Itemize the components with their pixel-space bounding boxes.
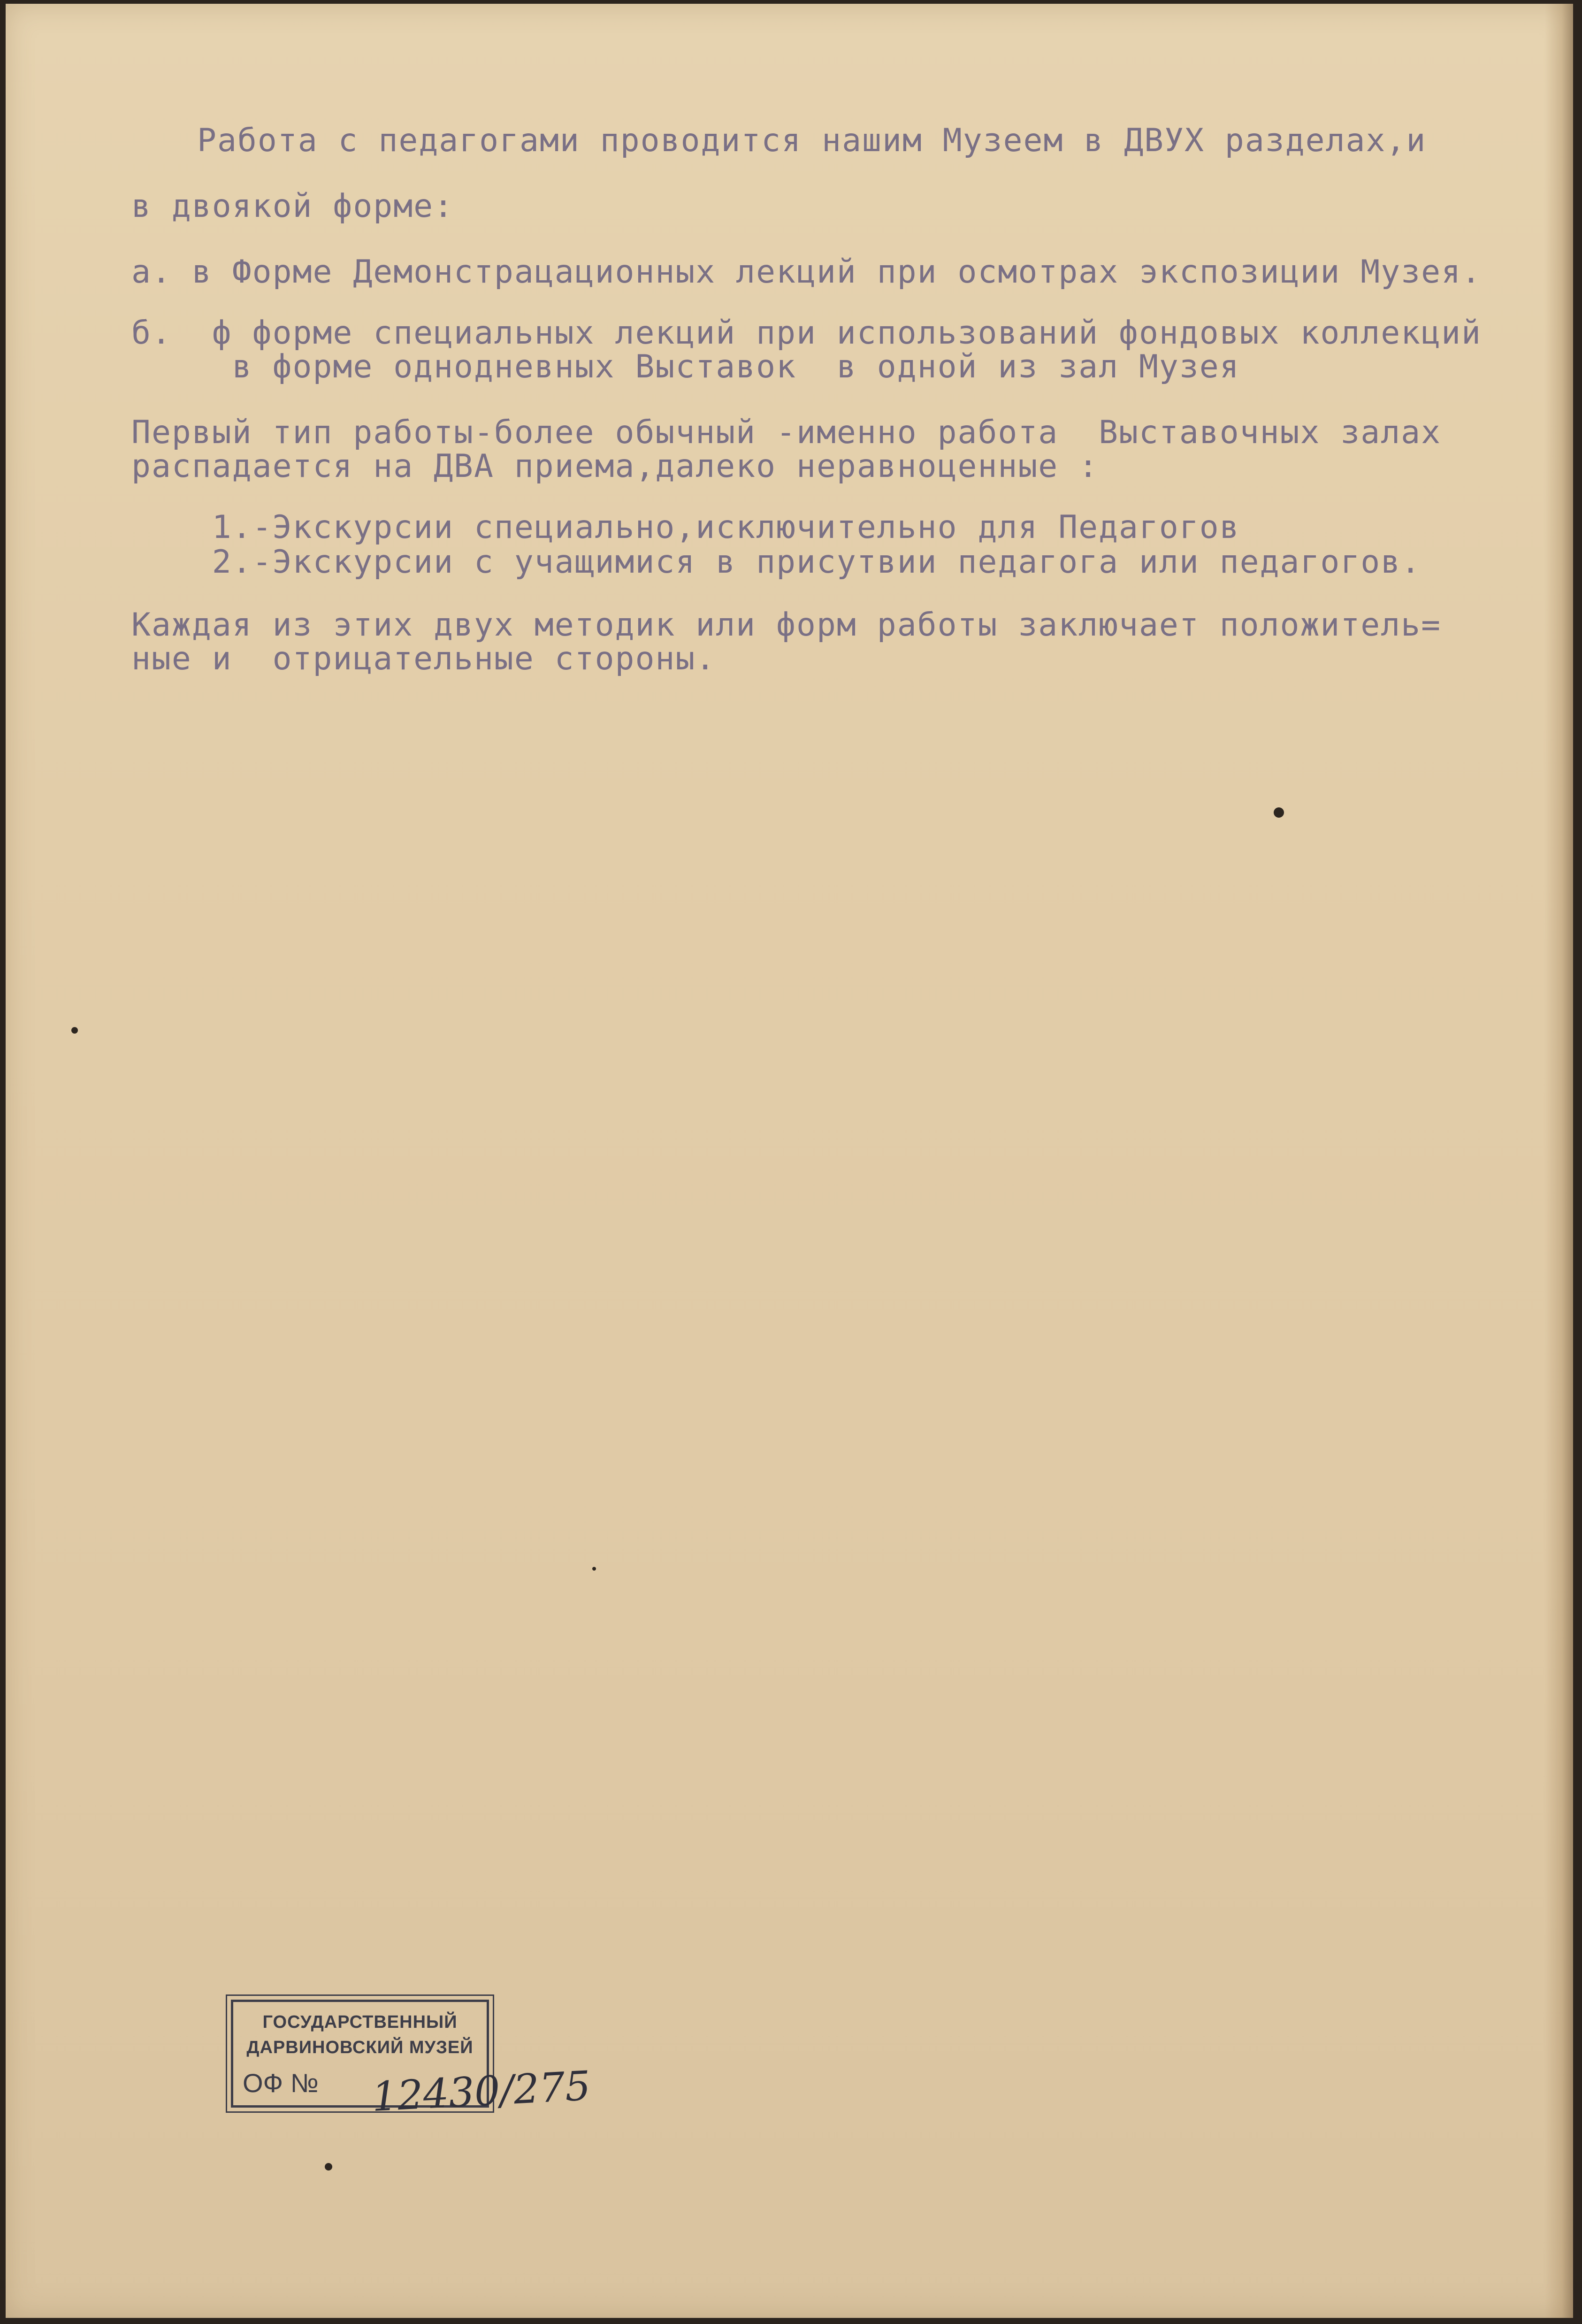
page-edge-shading [1545, 4, 1573, 2318]
document-page [6, 4, 1573, 2318]
item-b-line2: в форме однодневных Выставок в одной из зал Музея [131, 348, 1240, 385]
paper-speck [1274, 807, 1284, 818]
list-item-2: 2.-Экскурсии с учащимися в приcутвии педагога или педагогов. [131, 544, 1422, 581]
paper-speck [325, 2163, 332, 2171]
paragraph-intro-line1: Работа с педагогами проводится нашим Музеем в ДВУХ разделах,и [197, 122, 1427, 159]
item-b-line1: б. ф форме специальных лекций при использований фондовых коллекций [131, 314, 1482, 352]
stamp-line2: ДАРВИНОВСКИЙ МУЗЕЙ [246, 2038, 474, 2057]
paper-speck [592, 1567, 596, 1571]
paragraph-conclusion-line1: Каждая из этих двух методик или форм работы заключает положитель= [131, 606, 1442, 644]
paper-speck [71, 1027, 78, 1034]
stamp-number-prefix: ОФ № [243, 2068, 319, 2098]
paragraph-first-type-line1: Первый тип работы-более обычный -именно работа Выставочных залах [131, 414, 1442, 451]
list-item-1: 1.-Экскурсии специально,исключительно для Педагогов [131, 509, 1240, 546]
paragraph-first-type-line2: распадается на ДВА приема,далеко неравноценные : [131, 448, 1099, 485]
item-a-line: а. в Форме Демонстрацационных лекций при осмотрах экспозиции Музея. [131, 253, 1482, 291]
paragraph-conclusion-line2: ные и отрицательные стороны. [131, 640, 716, 677]
handwritten-inventory-number: 12430/275 [370, 2062, 592, 2121]
paragraph-intro-line2: в двоякой форме: [131, 188, 454, 225]
stamp-line1: ГОСУДАРСТВЕННЫЙ [262, 2012, 458, 2032]
